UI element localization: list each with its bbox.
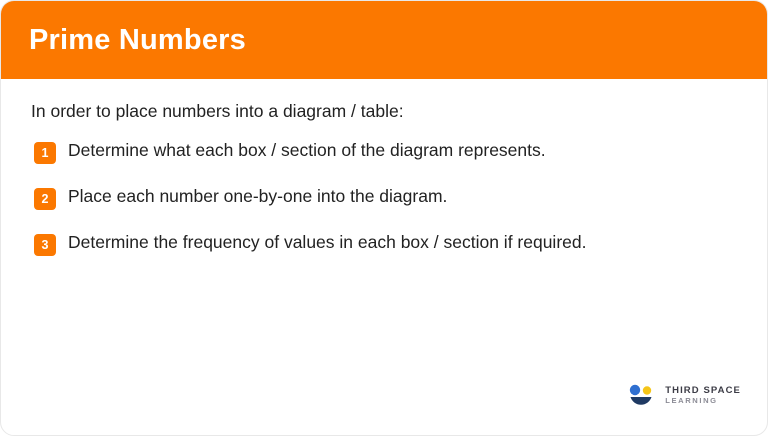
step-text: Place each number one-by-one into the diagram. (68, 186, 448, 206)
step-text: Determine what each box / section of the diagram represents. (68, 140, 546, 160)
list-item (34, 232, 737, 256)
list-item (34, 186, 737, 210)
step-text: Determine the frequency of values in each box / section if required. (68, 232, 587, 252)
logo-line-1: THIRD SPACE (665, 385, 741, 397)
intro-text: In order to place numbers into a diagram / table: (31, 101, 404, 121)
slide-header (1, 1, 767, 79)
third-space-learning-logo-icon (626, 381, 656, 411)
step-number-badge: 2 (34, 188, 56, 210)
step-number-badge: 1 (34, 142, 56, 164)
logo-text (665, 386, 741, 406)
steps-list (34, 140, 737, 256)
list-item (34, 140, 737, 164)
slide-body (1, 79, 767, 256)
logo-line-2: LEARNING (665, 396, 718, 406)
brand-logo (626, 381, 741, 411)
step-number-badge: 3 (34, 234, 56, 256)
page-title: Prime Numbers (29, 23, 246, 56)
